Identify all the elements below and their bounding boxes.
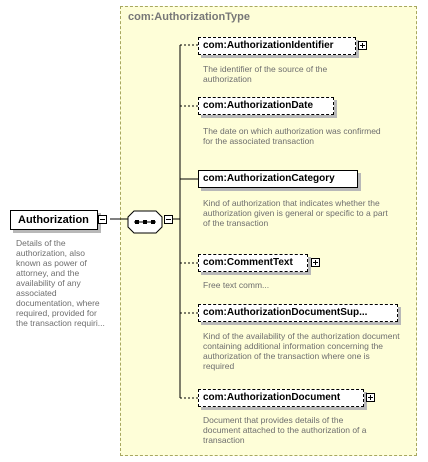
element-comment-text[interactable] [198,254,308,272]
element-description: The identifier of the source of the authorization [203,64,328,84]
element-label: com:AuthorizationDocument [203,392,341,403]
element-label: com:CommentText [203,257,293,268]
element-label: com:AuthorizationDocumentSup... [203,307,368,318]
expand-icon[interactable] [311,258,320,267]
element-authorization-document[interactable] [198,389,364,407]
element-description: Free text comm... [203,280,270,290]
element-label: com:AuthorizationIdentifier [203,40,334,51]
element-description: The date on which authorization was confirmed for the associated transaction [203,126,381,146]
element-description: Kind of authorization that indicates whether the authorization given is general or specific to a part of the transaction [203,198,388,228]
root-element[interactable] [10,210,98,230]
type-title: com:AuthorizationType [128,11,251,23]
root-element-label: Authorization [18,214,89,226]
element-description: Document that provides details of the document attached to the authorization of a transaction [203,415,367,445]
element-description: Kind of the availability of the authorization document containing additional information concerning the authorization of the transaction where one is required [203,331,400,371]
root-collapse-icon[interactable] [98,215,107,224]
sequence-collapse-icon[interactable] [164,215,173,224]
element-authorization-document-sup[interactable] [198,304,398,322]
element-authorization-date[interactable] [198,97,334,115]
element-label: com:AuthorizationDate [203,100,313,111]
expand-icon[interactable] [366,393,375,402]
expand-icon[interactable] [358,41,367,50]
sequence-compositor-icon [128,211,162,233]
element-label: com:AuthorizationCategory [203,173,335,184]
element-authorization-category[interactable] [198,170,358,188]
root-description: Details of the authorization, also known as power of attorney, and the availability of any associated documentation, where required, provided for the transaction requiri... [16,238,105,328]
element-authorization-identifier[interactable] [198,37,356,55]
